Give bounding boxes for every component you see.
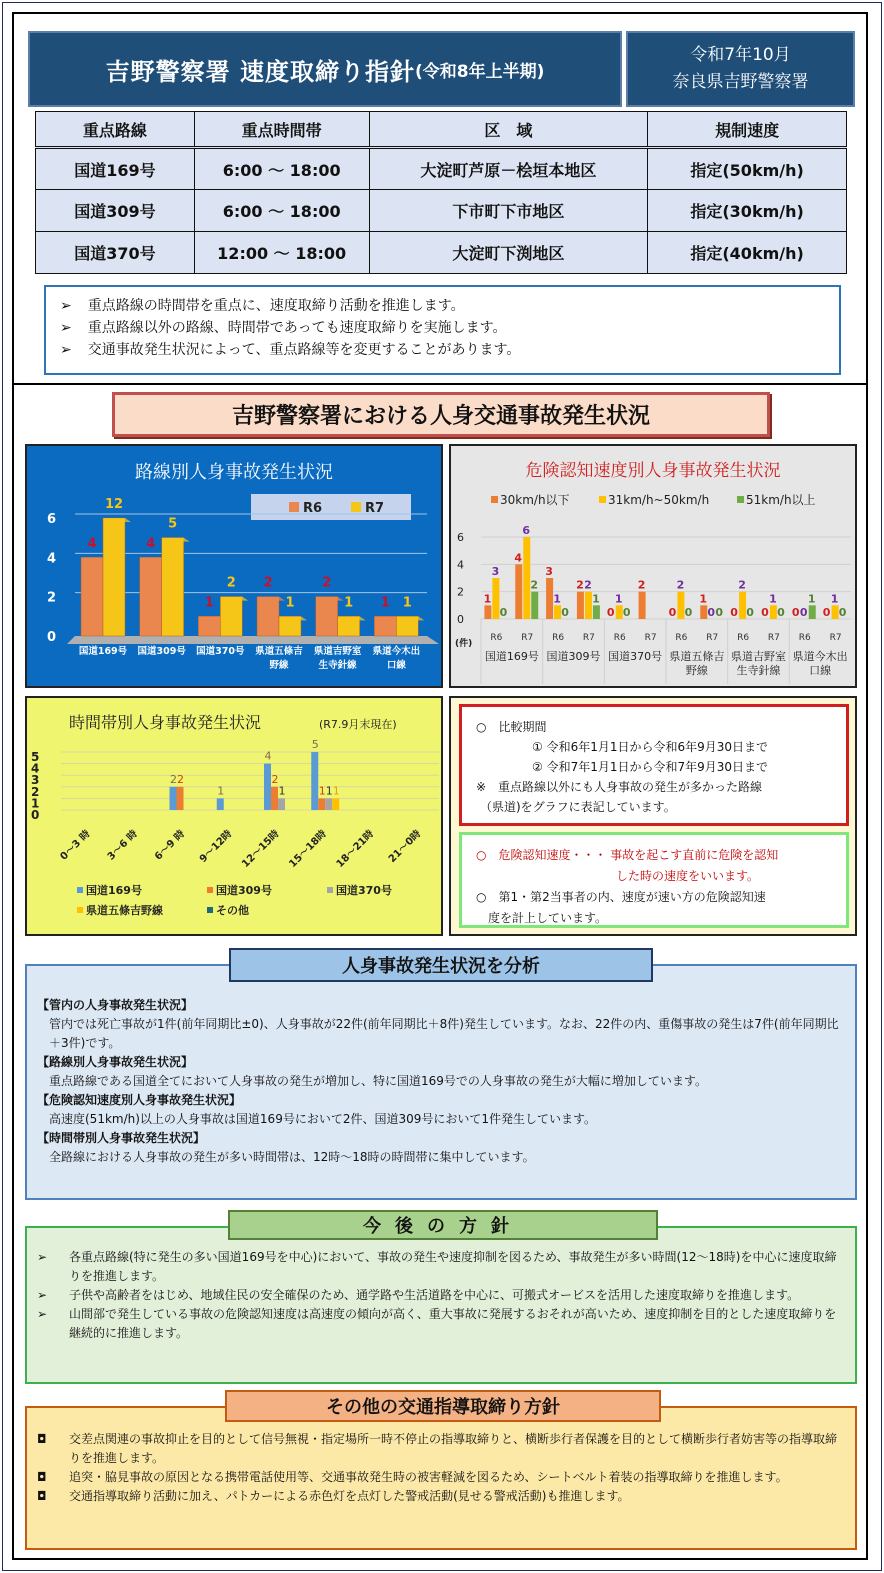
bar: [639, 592, 646, 619]
list-item: ◘ 交通指導取締り活動に加え、パトカーによる赤色灯を点灯した警戒活動(見せる警戒活動)も推進します。: [37, 1487, 845, 1506]
data-label: 0: [799, 606, 808, 619]
svg-text:0: 0: [31, 808, 40, 822]
analysis-subheading: 【管内の人身事故発生状況】: [37, 998, 194, 1012]
bar: [546, 578, 553, 619]
table-header-row: [36, 112, 847, 148]
data-label: 1: [344, 595, 354, 611]
bar: [809, 605, 816, 619]
svg-text:国道169号: 国道169号: [86, 884, 142, 897]
legend-swatch: [77, 887, 83, 893]
data-label: 6: [522, 524, 531, 537]
svg-text:4: 4: [47, 551, 57, 567]
bar: [278, 798, 285, 810]
bar: [332, 798, 339, 810]
svg-text:県道五條吉: 県道五條吉: [255, 646, 303, 657]
data-label: 1: [483, 592, 492, 606]
data-label: 0: [822, 606, 831, 619]
data-label: 2: [177, 772, 184, 786]
svg-text:国道370号: 国道370号: [608, 650, 663, 663]
list-item: ➢ 子供や高齢者をはじめ、地域住民の安全確保のため、通学路や生活道路を中心に、可搬式オービスを活用した速度取締りを推進します。: [37, 1286, 845, 1305]
svg-text:国道309号: 国道309号: [546, 650, 601, 663]
route-cell: 国道309号: [36, 190, 195, 232]
svg-text:R6: R6: [737, 633, 750, 643]
column-header: 重点路線: [36, 112, 195, 148]
svg-text:(件): (件): [455, 639, 473, 649]
bar: [311, 752, 318, 810]
list-item: ◘ 交差点関連の事故抑止を目的として信号無視・指定場所一時不停止の指導取締りと、横断歩行者保護を目的として横断歩行者妨害等の指導取締りを推進します。: [37, 1430, 845, 1468]
svg-text:R7: R7: [365, 501, 385, 516]
svg-text:県道今木出: 県道今木出: [792, 650, 848, 663]
svg-text:国道169号: 国道169号: [78, 646, 128, 657]
table-row: [36, 232, 847, 274]
svg-text:6: 6: [47, 512, 57, 527]
data-label: 0: [730, 606, 738, 619]
bar: [271, 787, 278, 810]
svg-text:国道309号: 国道309号: [137, 646, 186, 657]
chart-title: 危険認知速度別人身事故発生状況: [525, 461, 781, 481]
bar: [318, 798, 325, 810]
data-label: 1: [217, 784, 225, 798]
bar: [770, 605, 777, 619]
data-label: 2: [576, 578, 584, 592]
svg-text:R7: R7: [767, 633, 780, 643]
data-label: 2: [263, 575, 273, 591]
data-label: 1: [807, 592, 816, 606]
data-label: 0: [606, 606, 615, 619]
route-cell: 国道169号: [36, 148, 195, 190]
svg-text:9～12時: 9～12時: [197, 828, 235, 866]
data-label: 3: [545, 565, 553, 578]
arrow-bullet-icon: ➢: [60, 298, 72, 314]
svg-text:(R7.9月末現在): (R7.9月末現在): [319, 718, 397, 731]
data-label: 1: [402, 595, 412, 611]
legend-swatch: [207, 907, 213, 913]
square-bullet-icon: ◘: [37, 1432, 47, 1446]
bar: [325, 798, 332, 810]
svg-text:R6: R6: [613, 633, 626, 643]
svg-text:6～9 時: 6～9 時: [153, 828, 188, 863]
data-label: 0: [746, 606, 754, 619]
data-label: 1: [325, 784, 333, 798]
svg-text:R7: R7: [644, 633, 657, 643]
svg-text:国道370号: 国道370号: [196, 646, 245, 657]
svg-text:生寺針線: 生寺針線: [318, 660, 357, 671]
data-label: 5: [311, 738, 319, 751]
data-label: 0: [715, 606, 724, 619]
svg-text:R6: R6: [303, 501, 323, 516]
bar: [217, 798, 224, 810]
data-label: 0: [684, 606, 693, 619]
svg-text:R6: R6: [675, 633, 688, 643]
legend-swatch: [599, 496, 606, 503]
data-label: 1: [278, 784, 286, 798]
time-cell: 6:00 ～ 18:00: [194, 148, 369, 190]
speed-cell: 指定(30km/h): [648, 190, 847, 232]
svg-text:県道五條吉: 県道五條吉: [669, 650, 725, 663]
svg-text:R7: R7: [521, 633, 534, 643]
time-accidents-plot: [27, 698, 441, 934]
data-label: 0: [668, 606, 677, 619]
svg-text:口線: 口線: [386, 660, 406, 671]
arrow-bullet-icon: ➢: [60, 320, 72, 336]
svg-text:国道370号: 国道370号: [336, 884, 392, 897]
svg-text:国道169号: 国道169号: [484, 650, 539, 663]
legend-swatch: [327, 887, 333, 893]
list-item: ➢ 重点路線以外の路線、時間帯であっても速度取締りを実施します。: [60, 317, 825, 339]
list-item: ➢ 交通事故発生状況によって、重点路線等を変更することがあります。: [60, 339, 825, 361]
data-label: 3: [491, 565, 500, 578]
data-label: 12: [104, 497, 124, 512]
issue-date: 令和7年10月: [690, 45, 791, 65]
svg-text:野線: 野線: [269, 660, 289, 671]
svg-text:県道今木出: 県道今木出: [372, 646, 421, 657]
svg-text:野線: 野線: [685, 664, 708, 677]
column-header: 重点時間帯: [194, 112, 369, 148]
accident-status-heading: 吉野警察署における人身交通事故発生状況: [112, 392, 770, 437]
data-label: 1: [553, 592, 561, 606]
svg-text:51km/h以上: 51km/h以上: [746, 493, 816, 507]
bar: [677, 592, 684, 619]
data-label: 2: [170, 772, 177, 786]
data-label: 1: [769, 592, 777, 606]
data-label: 1: [699, 592, 708, 606]
arrow-bullet-icon: ➢: [37, 1250, 48, 1264]
svg-text:6: 6: [457, 531, 464, 544]
data-label: 1: [614, 592, 623, 606]
bar: [484, 605, 491, 619]
area-cell: 大淀町芦原－桧垣本地区: [369, 148, 648, 190]
svg-text:1: 1: [31, 796, 40, 811]
issue-info-banner: [626, 31, 855, 107]
data-label: 2: [530, 578, 539, 592]
bar: [264, 764, 271, 810]
analysis-text: 管内では死亡事故が1件(前年同期比±0)、人身事故が22件(前年同期比＋8件)発生しています。なお、22件の内、重傷事故の発生は7件(前年同期比＋3件)です。: [49, 1017, 839, 1050]
bar: [577, 592, 584, 619]
area-cell: 大淀町下渕地区: [369, 232, 648, 274]
bar: [593, 605, 600, 619]
list-item: ◘ 追突・脇見事故の原因となる携帯電話使用等、交通事故発生時の被害軽減を図るため、シートベルト着装の指導取締りを推進します。: [37, 1468, 845, 1487]
svg-text:3: 3: [31, 773, 40, 788]
list-item: ➢ 山間部で発生している事故の危険認知速度は高速度の傾向が高く、重大事故に発展するおそれが高いため、速度抑制を目的とした速度取締りを継続的に推進します。: [37, 1305, 845, 1343]
data-label: 0: [622, 606, 631, 619]
svg-text:3～6 時: 3～6 時: [105, 828, 140, 863]
svg-text:県道吉野室: 県道吉野室: [313, 646, 362, 657]
svg-text:15～18時: 15～18時: [287, 828, 329, 870]
table-row: [36, 148, 847, 190]
data-label: 1: [592, 592, 600, 606]
legend-swatch: [207, 887, 213, 893]
data-label: 1: [332, 784, 340, 798]
analysis-subheading: 【路線別人身事故発生状況】: [37, 1055, 194, 1069]
list-item: ➢ 重点路線の時間帯を重点に、速度取締り活動を推進します。: [60, 295, 825, 317]
svg-text:R7: R7: [582, 633, 595, 643]
bar: [585, 592, 592, 619]
area-cell: 下市町下市地区: [369, 190, 648, 232]
data-label: 1: [830, 592, 839, 606]
bar: [739, 592, 746, 619]
svg-text:2: 2: [47, 590, 57, 606]
document-title-banner: [28, 31, 622, 107]
data-label: 2: [271, 772, 279, 786]
data-label: 0: [838, 606, 847, 619]
data-label: 1: [380, 595, 390, 611]
analysis-text: 重点路線である国道全てにおいて人身事故の発生が増加し、特に国道169号での人身事故の発生が大幅に増加しています。: [49, 1074, 707, 1088]
route-accidents-chart: [25, 444, 443, 688]
bar: [140, 557, 162, 636]
column-header: 規制速度: [648, 112, 847, 148]
data-label: 0: [777, 606, 785, 619]
arrow-bullet-icon: ➢: [60, 342, 72, 358]
data-label: 4: [264, 749, 272, 763]
svg-text:21～0時: 21～0時: [386, 828, 424, 866]
data-label: 1: [204, 595, 214, 611]
enforcement-notes-box: [44, 285, 841, 375]
comparison-period-note: ○ 比較期間 ① 令和6年1月1日から令和6年9月30日まで ② 令和7年1月1日から令和7年9月30日まで ※ 重点路線以外にも人身事故の発生が多かった路線 （県道)をグラフに表記しています。: [459, 704, 849, 826]
svg-text:12～15時: 12～15時: [240, 828, 282, 870]
bar: [616, 605, 623, 619]
square-bullet-icon: ◘: [37, 1489, 47, 1503]
document-title: 吉野警察署 速度取締り指針: [105, 57, 415, 86]
list-item: ➢ 各重点路線(特に発生の多い国道169号を中心)において、事故の発生や速度抑制を図るため、事故発生が多い時間(12～18時)を中心に速度取締りを推進します。: [37, 1248, 845, 1286]
svg-text:4: 4: [457, 558, 464, 572]
legend-swatch: [737, 496, 744, 503]
bar: [523, 537, 530, 619]
svg-text:その他: その他: [216, 904, 249, 917]
other-policy-box: [25, 1406, 857, 1550]
bar: [162, 538, 184, 636]
bar: [515, 564, 522, 619]
data-label: 2: [584, 578, 592, 592]
svg-text:R7: R7: [829, 633, 842, 643]
route-accidents-plot: [27, 446, 441, 686]
svg-text:31km/h~50km/h: 31km/h~50km/h: [608, 493, 710, 507]
analysis-subheading: 【時間帯別人身事故発生状況】: [37, 1131, 206, 1145]
data-label: 4: [87, 536, 97, 552]
svg-text:R6: R6: [490, 633, 503, 643]
svg-text:18～21時: 18～21時: [334, 828, 377, 870]
data-label: 1: [318, 784, 326, 798]
svg-text:R6: R6: [552, 633, 565, 643]
bar: [177, 787, 184, 810]
legend-swatch: [289, 502, 299, 512]
svg-text:県道吉野室: 県道吉野室: [731, 650, 786, 663]
legend-swatch: [77, 907, 83, 913]
svg-text:国道309号: 国道309号: [216, 884, 272, 897]
data-label: 0: [761, 606, 769, 619]
bar: [170, 787, 177, 810]
column-header: 区 域: [369, 112, 648, 148]
section-divider: [14, 383, 868, 385]
svg-text:0: 0: [457, 613, 464, 626]
svg-text:0～3 時: 0～3 時: [58, 828, 93, 863]
data-label: 0: [791, 606, 800, 619]
future-policy-heading: 今後の方針: [228, 1210, 658, 1240]
issuer-name: 奈良県吉野警察署: [672, 72, 809, 92]
analysis-subheading: 【危険認知速度別人身事故発生状況】: [37, 1093, 242, 1107]
analysis-heading: 人身事故発生状況を分析: [229, 948, 653, 982]
bar: [316, 597, 338, 636]
bar: [554, 605, 561, 619]
document-title-period: (令和8年上半期): [414, 61, 545, 82]
table-row: [36, 190, 847, 232]
data-label: 1: [285, 595, 295, 611]
time-accidents-chart: [25, 696, 443, 936]
analysis-text: 高速度(51km/h)以上の人身事故は国道169号において2件、国道309号において1件発生しています。: [49, 1112, 597, 1126]
svg-text:生寺針線: 生寺針線: [736, 664, 781, 677]
time-cell: 12:00 ～ 18:00: [194, 232, 369, 274]
svg-text:口線: 口線: [809, 664, 832, 677]
data-label: 2: [637, 578, 646, 592]
data-label: 0: [499, 606, 508, 619]
speed-definition-note: ○ 危険認知速度・・・ 事故を起こす直前に危険を認知 した時の速度をいいます。 ○ 第1・第2当事者の内、速度が速い方の危険認知速 度を計上しています。: [459, 832, 849, 928]
bar: [103, 518, 125, 636]
bar: [257, 597, 279, 636]
arrow-bullet-icon: ➢: [37, 1307, 48, 1321]
bar: [531, 592, 538, 619]
speed-accidents-plot: [451, 446, 855, 686]
data-label: 5: [168, 516, 178, 532]
route-cell: 国道370号: [36, 232, 195, 274]
data-label: 4: [146, 536, 156, 552]
speed-cell: 指定(50km/h): [648, 148, 847, 190]
data-label: 2: [322, 575, 332, 591]
other-policy-heading: その他の交通指導取締り方針: [225, 1390, 661, 1422]
data-label: 0: [561, 606, 569, 619]
svg-text:4: 4: [31, 761, 40, 776]
bar: [81, 557, 103, 636]
data-label: 0: [707, 606, 716, 619]
speed-accidents-chart: [449, 444, 857, 688]
legend-swatch: [351, 502, 361, 512]
data-label: 4: [514, 551, 523, 565]
time-cell: 6:00 ～ 18:00: [194, 190, 369, 232]
svg-text:30km/h以下: 30km/h以下: [500, 493, 570, 507]
focus-routes-table: [35, 111, 847, 274]
square-bullet-icon: ◘: [37, 1470, 47, 1484]
future-policy-box: [25, 1226, 857, 1384]
bar: [220, 597, 242, 636]
svg-text:2: 2: [457, 585, 464, 599]
chart-title: 路線別人身事故発生状況: [135, 462, 333, 483]
bar: [492, 578, 499, 619]
data-label: 2: [226, 575, 236, 591]
data-label: 2: [738, 578, 746, 592]
legend-swatch: [491, 496, 498, 503]
bar: [832, 605, 839, 619]
chart-title: 時間帯別人身事故発生状況: [69, 713, 262, 732]
svg-text:県道五條吉野線: 県道五條吉野線: [86, 904, 163, 917]
svg-text:0: 0: [47, 630, 57, 645]
data-label: 2: [676, 578, 685, 592]
svg-text:5: 5: [31, 750, 40, 764]
svg-text:2: 2: [31, 784, 40, 799]
analysis-text: 全路線における人身事故の発生が多い時間帯は、12時～18時の時間帯に集中しています。: [49, 1150, 535, 1164]
arrow-bullet-icon: ➢: [37, 1288, 48, 1302]
bar: [700, 605, 707, 619]
analysis-box: [25, 964, 857, 1200]
svg-text:R6: R6: [798, 633, 811, 643]
chart-notes-panel: [449, 696, 857, 936]
speed-cell: 指定(40km/h): [648, 232, 847, 274]
svg-text:R7: R7: [706, 633, 719, 643]
